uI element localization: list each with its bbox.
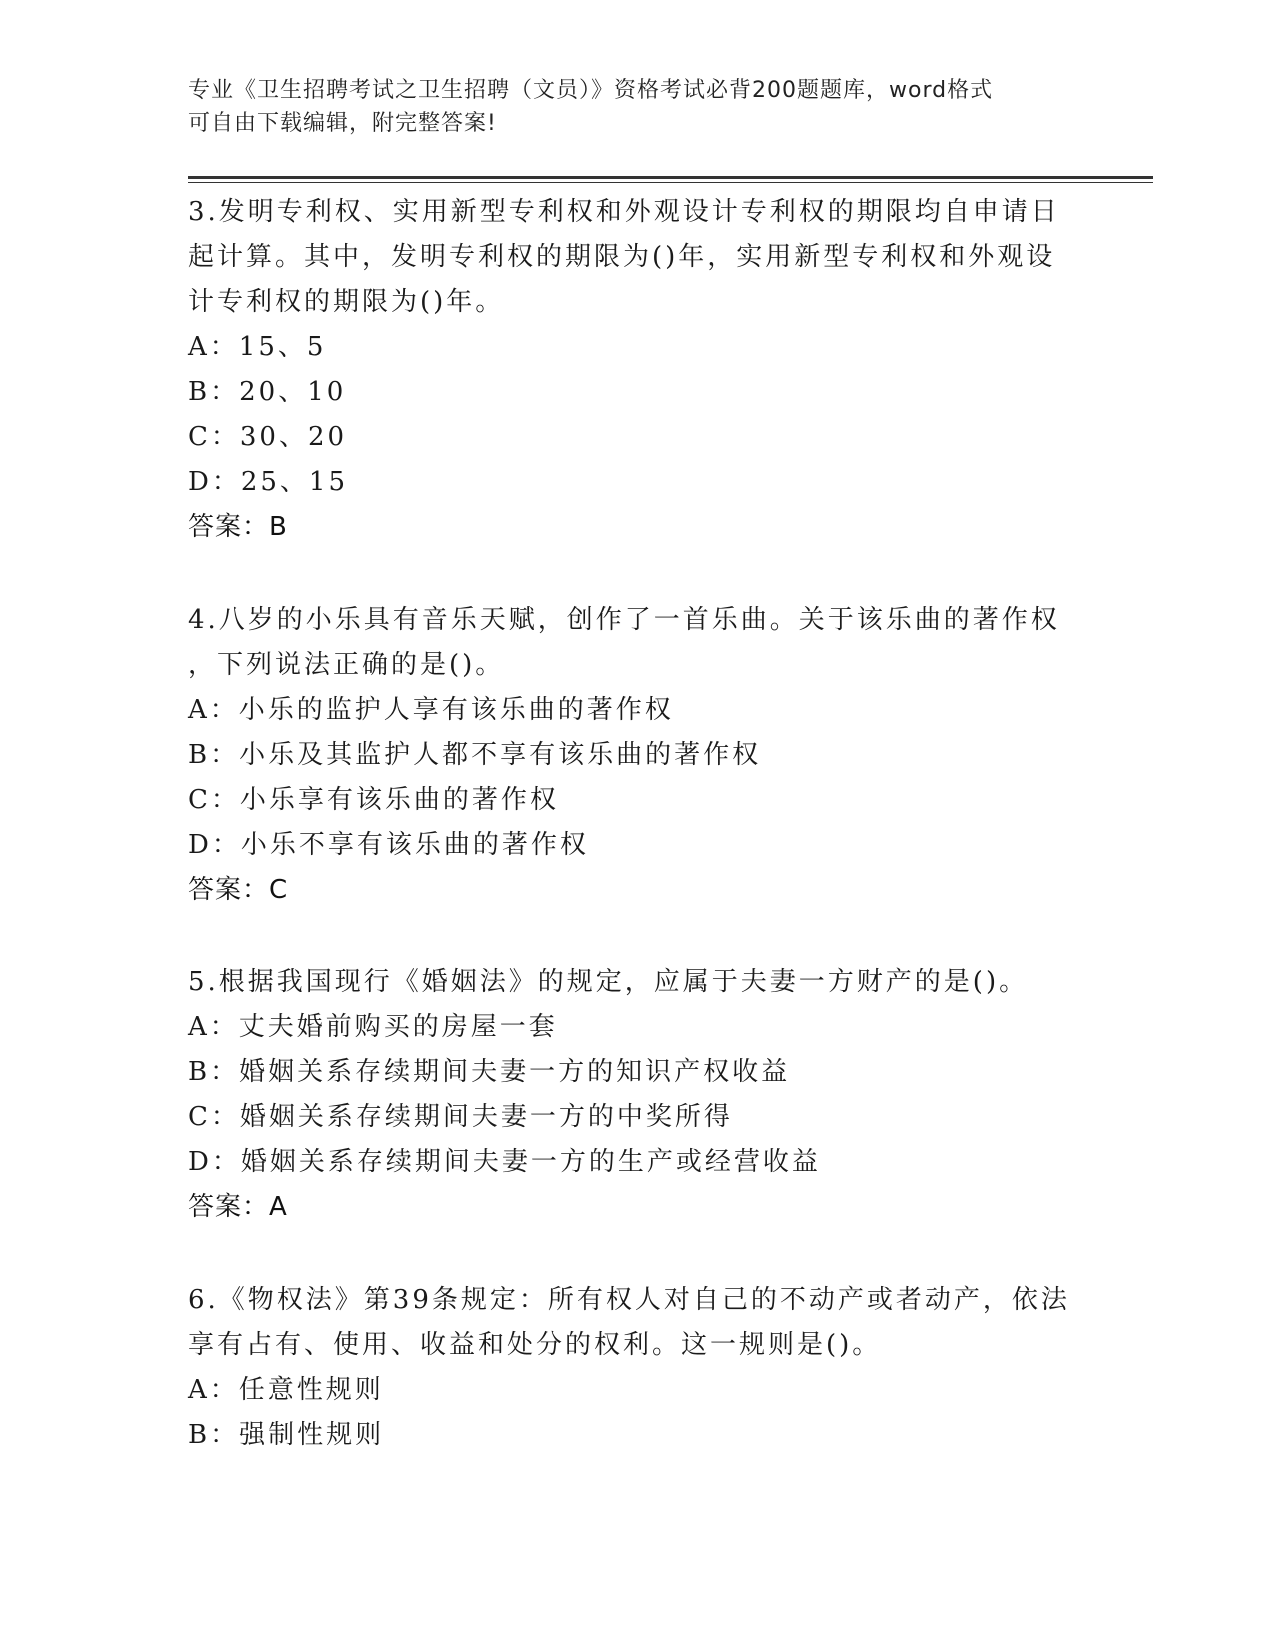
option-c: C：30、20 (188, 422, 348, 452)
question-block (188, 1278, 1078, 1458)
option-d: D：婚姻关系存续期间夫妻一方的生产或经营收益 (188, 1147, 821, 1177)
question-stem-line: 起计算。其中，发明专利权的期限为()年，实用新型专利权和外观设 (188, 242, 1056, 272)
question-stem-line: 6.《物权法》第39条规定：所有权人对自己的不动产或者动产，依法 (188, 1285, 1070, 1315)
header-divider-thin (188, 182, 1153, 183)
document-header (188, 74, 1068, 140)
option-c: C：小乐享有该乐曲的著作权 (188, 785, 559, 815)
question-block (188, 190, 1078, 550)
question-stem-line: 5.根据我国现行《婚姻法》的规定，应属于夫妻一方财产的是()。 (188, 967, 1029, 997)
option-a: A：15、5 (188, 332, 327, 362)
header-line-1: 专业《卫生招聘考试之卫生招聘（文员）》资格考试必背200题题库，word格式 (188, 78, 994, 103)
question-stem-line: 4.八岁的小乐具有音乐天赋，创作了一首乐曲。关于该乐曲的著作权 (188, 605, 1060, 635)
question-stem-line: 计专利权的期限为()年。 (188, 287, 505, 317)
option-a: A：小乐的监护人享有该乐曲的著作权 (188, 695, 674, 725)
question-block (188, 598, 1078, 913)
answer-line: 答案：A (188, 1192, 288, 1222)
option-b: B：20、10 (188, 377, 347, 407)
question-block (188, 960, 1078, 1230)
question-stem-line: ，下列说法正确的是()。 (188, 650, 505, 680)
question-stem-line: 享有占有、使用、收益和处分的权利。这一规则是()。 (188, 1330, 882, 1360)
answer-line: 答案：B (188, 512, 288, 542)
option-c: C：婚姻关系存续期间夫妻一方的中奖所得 (188, 1102, 733, 1132)
option-d: D：小乐不享有该乐曲的著作权 (188, 830, 589, 860)
header-divider-thick (188, 176, 1153, 179)
option-b: B：强制性规则 (188, 1420, 385, 1450)
option-a: A：任意性规则 (188, 1375, 384, 1405)
option-d: D：25、15 (188, 467, 349, 497)
option-a: A：丈夫婚前购买的房屋一套 (188, 1012, 558, 1042)
header-line-2: 可自由下载编辑，附完整答案! (188, 111, 497, 136)
option-b: B：婚姻关系存续期间夫妻一方的知识产权收益 (188, 1057, 791, 1087)
option-b: B：小乐及其监护人都不享有该乐曲的著作权 (188, 740, 762, 770)
question-stem-line: 3.发明专利权、实用新型专利权和外观设计专利权的期限均自申请日 (188, 197, 1060, 227)
answer-line: 答案：C (188, 875, 289, 905)
